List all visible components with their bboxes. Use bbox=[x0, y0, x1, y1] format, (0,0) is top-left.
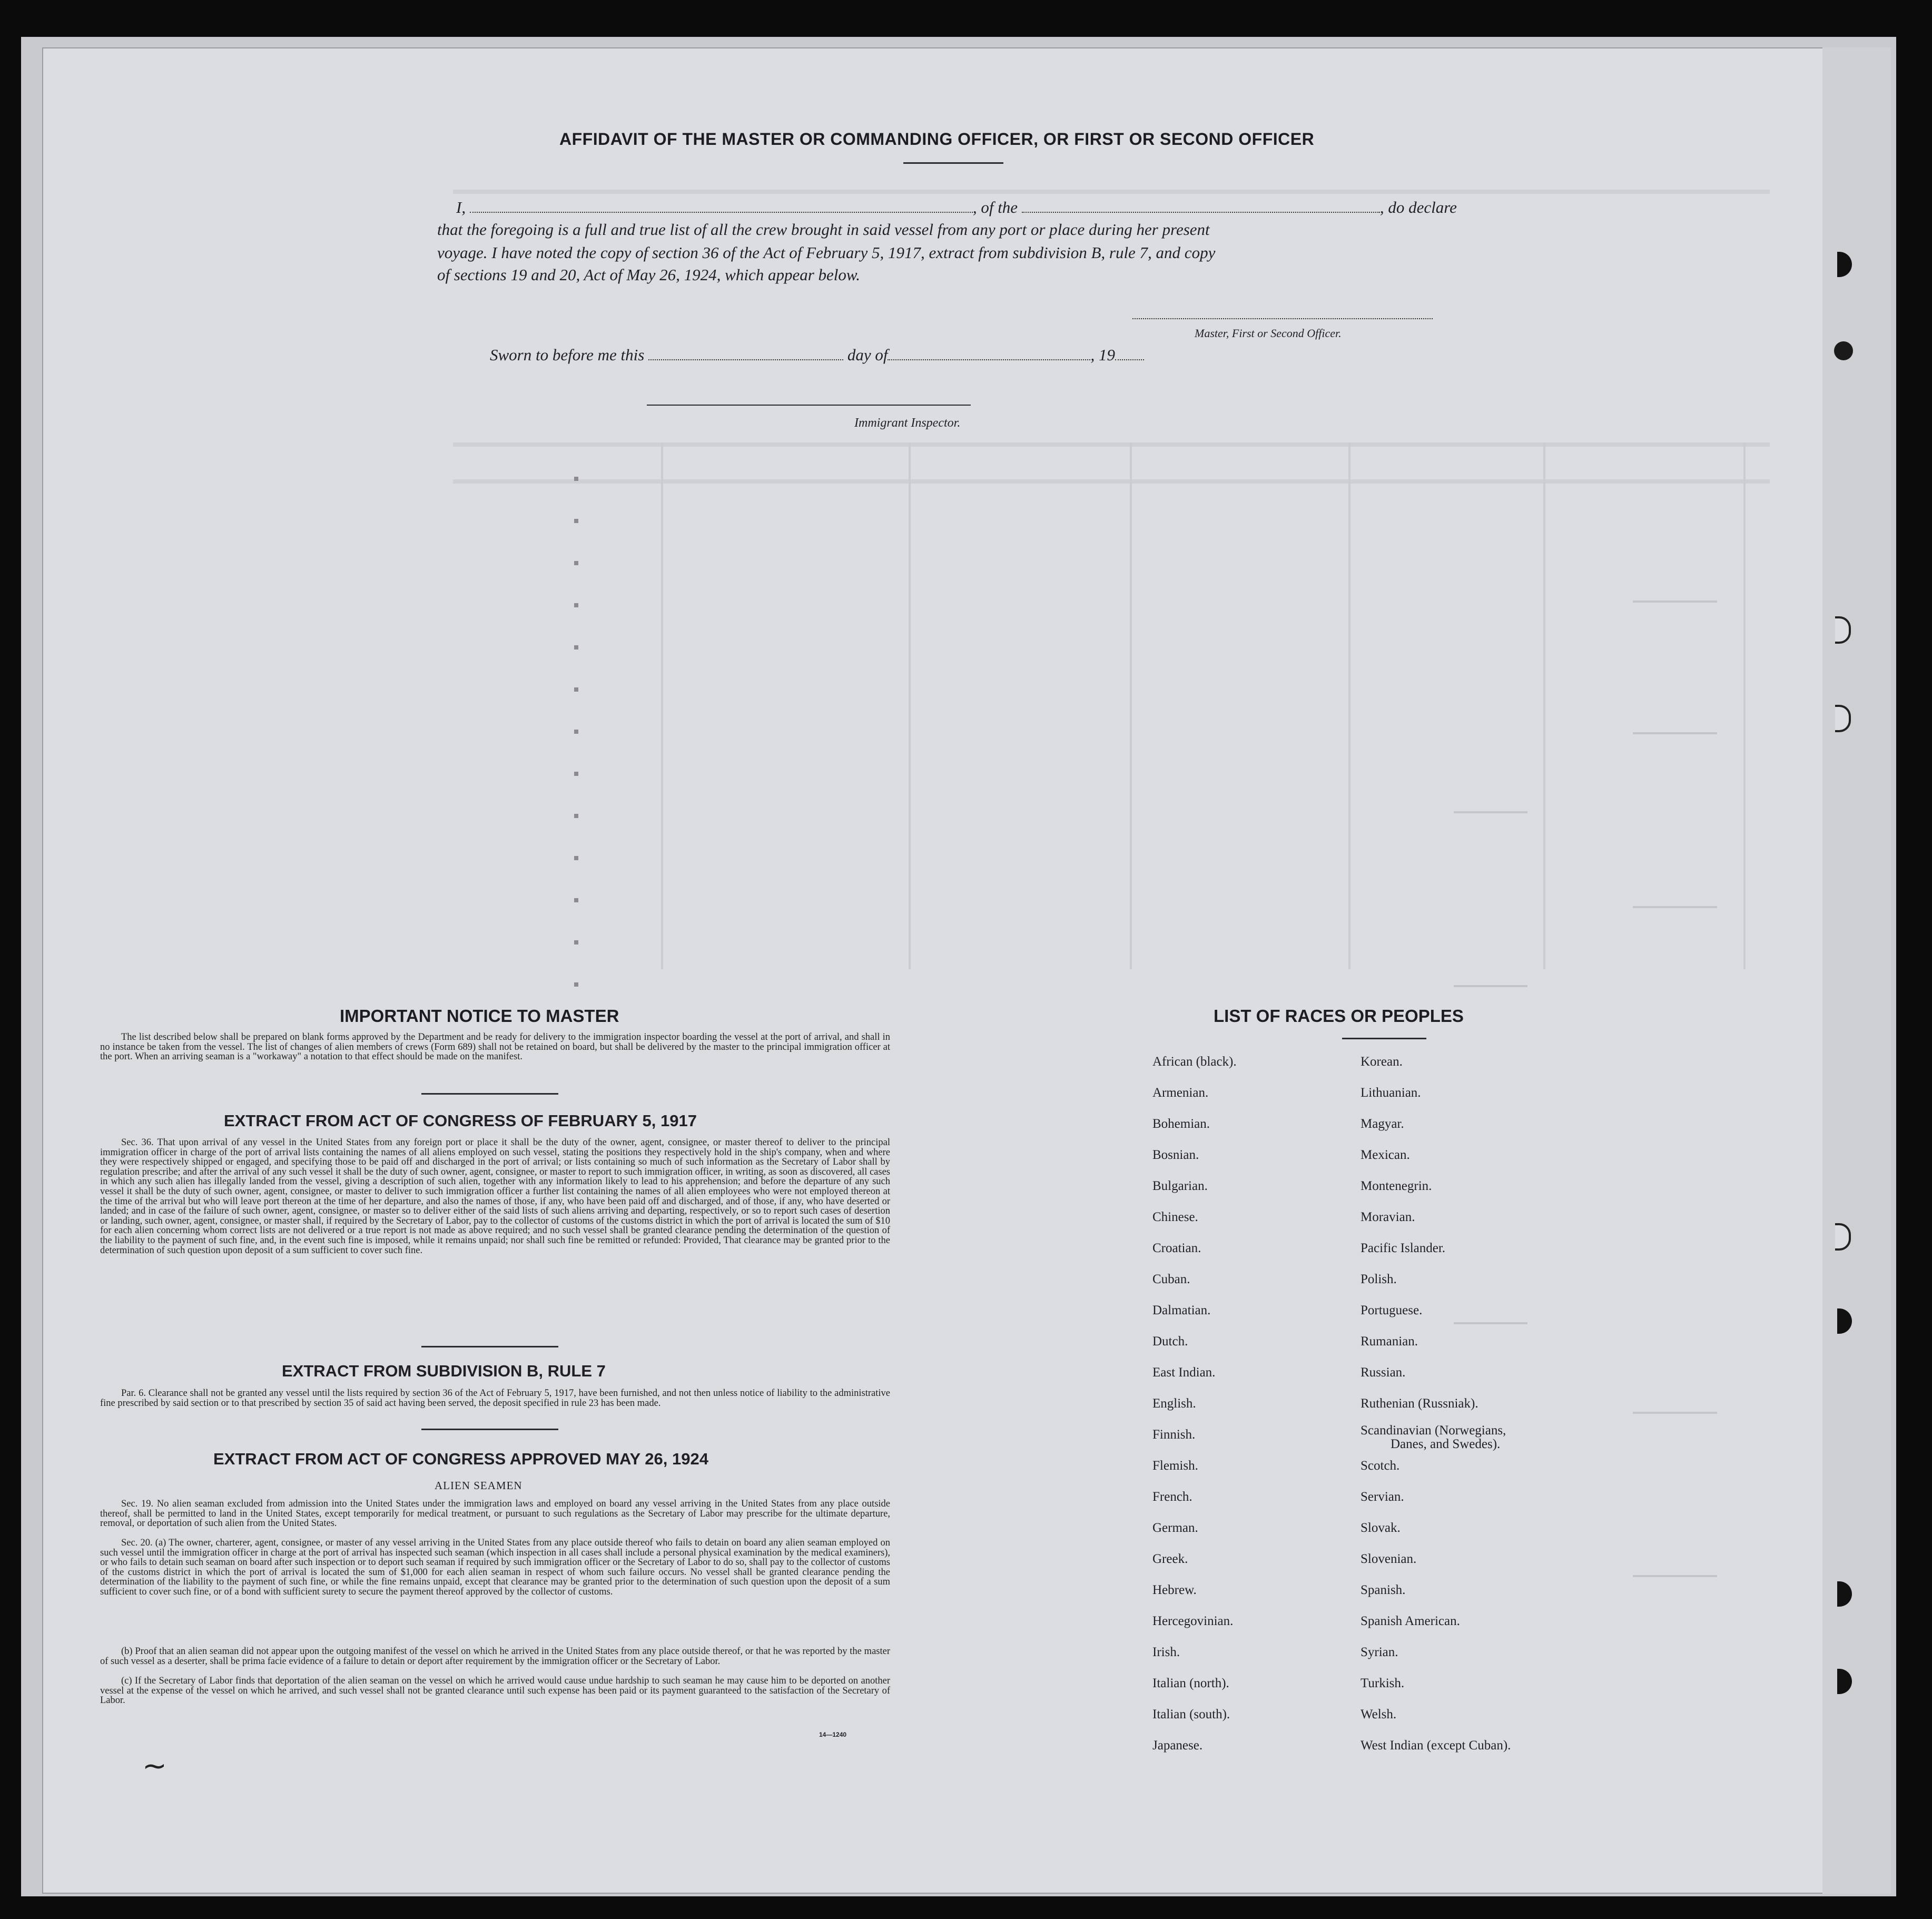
races-title: LIST OF RACES OR PEOPLES bbox=[1214, 1006, 1464, 1026]
race-item-continued: Danes, and Swedes). bbox=[1391, 1437, 1501, 1451]
race-item: Chinese. bbox=[1152, 1210, 1198, 1224]
sec20a-text: Sec. 20. (a) The owner, charterer, agent, consignee, or master of any vessel arriving in the United States from any place outside thereof who fails to detain on board any alien seaman employed on such vessel until the immigration officer in charge at the port of arrival has inspected such seaman (which inspection in all cases shall include a personal physical examination by the medical examiners), or who fails to detain such seaman on board after such inspection or to deport such seaman if required by such immigration officer or the Secretary of Labor to do so, shall pay to the collector of customs of the customs district in which the port of arrival is located the sum of $1,000 for each alien seaman in respect of whom such failure occurs. No vessel shall be granted clearance pending the determination of the liability to the payment of such fine, or while the fine remains unpaid, except that clearance may be granted prior to the determination of such question upon the deposit of a sum sufficient to cover such fine, or of a bond with sufficient surety to secure the payment thereof approved by the collector of customs. bbox=[100, 1538, 890, 1597]
race-item: Hercegovinian. bbox=[1152, 1614, 1234, 1628]
declarant-prefix: I, bbox=[456, 198, 466, 216]
race-item: Irish. bbox=[1152, 1645, 1180, 1659]
race-item: Lithuanian. bbox=[1361, 1086, 1421, 1100]
master-signature-caption: Master, First or Second Officer. bbox=[1195, 327, 1342, 340]
race-item: Dutch. bbox=[1152, 1334, 1188, 1349]
race-item: Armenian. bbox=[1152, 1086, 1209, 1100]
race-item: Bulgarian. bbox=[1152, 1179, 1208, 1193]
notice-body: The list described below shall be prepared on blank forms approved by the Department and be ready for delivery to the immigration inspector boarding the vessel at the port of arrival, and shall in no instance be taken from the vessel. The list of changes of alien members of crews (Form 689) shall not be retained on board, but shall be delivered by the master to the principal immigration officer at the port. When an arriving seaman is a "workaway" a notation to that effect should be made on the manifest. bbox=[100, 1032, 890, 1062]
race-item: East Indian. bbox=[1152, 1365, 1216, 1380]
race-item: Moravian. bbox=[1361, 1210, 1415, 1224]
race-item: Spanish American. bbox=[1361, 1614, 1460, 1628]
year-prefix: , 19 bbox=[1090, 346, 1115, 364]
sec20b-text: (b) Proof that an alien seaman did not appear upon the outgoing manifest of the vessel on which he arrived in the United States from any place outside thereof, or that he was reported by the master of such vessel as a deserter, shall be prima facie evidence of a failure to detain or deport after requirement by the immigration officer or the Secretary of Labor. bbox=[100, 1646, 890, 1667]
race-item: Greek. bbox=[1152, 1552, 1188, 1566]
page-edge bbox=[1822, 47, 1891, 1894]
do-declare-text: , do declare bbox=[1379, 198, 1457, 216]
race-item: Finnish. bbox=[1152, 1428, 1196, 1442]
race-item: Cuban. bbox=[1152, 1272, 1190, 1286]
inspector-caption: Immigrant Inspector. bbox=[854, 416, 961, 430]
form-page bbox=[42, 47, 1891, 1894]
affidavit-declaration-line bbox=[456, 198, 1457, 217]
race-item: Japanese. bbox=[1152, 1738, 1203, 1753]
sec19-text: Sec. 19. No alien seaman excluded from admission into the United States under the immigration laws and employed on board any vessel arriving in the United States from any place outside thereof, shall be permitted to land in the United States, except temporarily for medical treatment, or pursuant to such regulations as the Secretary of Labor may prescribe for the ultimate departure, removal, or deportation of such alien from the United States. bbox=[100, 1499, 890, 1529]
sworn-month-field[interactable] bbox=[888, 359, 1090, 360]
race-item: Polish. bbox=[1361, 1272, 1397, 1286]
race-item: Korean. bbox=[1361, 1055, 1403, 1069]
vessel-field[interactable] bbox=[1022, 212, 1380, 213]
sworn-prefix: Sworn to before me this bbox=[490, 346, 645, 364]
race-item: Scotch. bbox=[1361, 1459, 1400, 1473]
declarant-name-field[interactable] bbox=[470, 212, 973, 213]
race-item: Flemish. bbox=[1152, 1459, 1198, 1473]
race-item: Rumanian. bbox=[1361, 1334, 1418, 1349]
race-item: Magyar. bbox=[1361, 1117, 1404, 1131]
sworn-year-field[interactable] bbox=[1115, 359, 1144, 360]
extract-1917-body: Sec. 36. That upon arrival of any vessel in the United States from any foreign port or place it shall be the duty of the owner, agent, consignee, or master thereof to deliver to the principal immigration officer in charge of the port of arrival lists containing the names of all aliens employed on such vessel, stating the positions they respectively hold in the ship's company, when and where they were respectively shipped or engaged, and specifying those to be paid off and discharged in the port of arrival; or lists containing so much of such information as the Secretary of Labor shall by regulation prescribe; and after the arrival of any such vessel it shall be the duty of such owner, agent, consignee, or master to report to such immigration officer, in writing, as soon as discovered, all cases in which any such alien has illegally landed from the vessel, giving a description of such alien, together with any information likely to lead to his apprehension; and before the departure of any such vessel it shall be the duty of such owner, agent, consignee, or master to deliver to such immigration officer a further list containing the names of all alien employees who were not employed thereon at the time of the arrival but who will leave port thereon at the time of her departure, and also the names of those, if any, who have been paid off and discharged, and of those, if any, who have deserted or landed; and in case of the failure of such owner, agent, consignee, or master so to deliver either of the said lists of such aliens arriving and departing, respectively, or so to report such cases of desertion or landing, such owner, agent, consignee, or master shall, if required by the Secretary of Labor, pay to the collector of customs of the customs district in which the port of arrival is located the sum of $10 for each alien concerning whom correct lists are not delivered or a true report is not made as above required; and no such vessel shall be granted clearance pending the determination of the question of the liability to the payment of such fine, and, in the event such fine is imposed, while it remains unpaid; nor shall such fine be remitted or refunded: Provided, That clearance may be granted prior to the determination of such question upon deposit of a sum sufficient to cover such fine. bbox=[100, 1137, 890, 1256]
race-item: French. bbox=[1152, 1490, 1192, 1504]
punch-hole bbox=[1834, 341, 1853, 360]
race-item: Slovak. bbox=[1361, 1521, 1401, 1535]
race-item: Croatian. bbox=[1152, 1241, 1201, 1255]
sec20c-text: (c) If the Secretary of Labor finds that deportation of the alien seaman on the vessel on which he arrived would cause undue hardship to such seaman he may cause him to be deported on another vessel at the expense of the vessel on which he arrived, and such vessel shall not be granted clearance until such expense has been paid or its payment guaranteed to the satisfaction of the Secretary of Labor. bbox=[100, 1676, 890, 1706]
race-item: Servian. bbox=[1361, 1490, 1404, 1504]
race-item: West Indian (except Cuban). bbox=[1361, 1738, 1511, 1753]
race-item: African (black). bbox=[1152, 1055, 1237, 1069]
race-item: Syrian. bbox=[1361, 1645, 1398, 1659]
pencil-mark: ~ bbox=[142, 1749, 167, 1783]
rule7-title: EXTRACT FROM SUBDIVISION B, RULE 7 bbox=[282, 1362, 606, 1380]
sworn-line bbox=[490, 346, 1144, 365]
affidavit-title-rule bbox=[903, 162, 1003, 164]
race-item: German. bbox=[1152, 1521, 1198, 1535]
race-item: Montenegrin. bbox=[1361, 1179, 1432, 1193]
affidavit-line-4: of sections 19 and 20, Act of May 26, 1924, which appear below. bbox=[437, 265, 861, 284]
race-item: Welsh. bbox=[1361, 1707, 1397, 1721]
race-item: Russian. bbox=[1361, 1365, 1406, 1380]
affidavit-line-3: voyage. I have noted the copy of section 36 of the Act of February 5, 1917, extract from subdivision B, rule 7, and copy bbox=[437, 243, 1216, 262]
race-item: Turkish. bbox=[1361, 1676, 1405, 1690]
race-item: Ruthenian (Russniak). bbox=[1361, 1396, 1478, 1411]
of-the-text: , of the bbox=[972, 198, 1018, 216]
race-item: Italian (north). bbox=[1152, 1676, 1229, 1690]
race-item: Bosnian. bbox=[1152, 1148, 1199, 1162]
rule7-body: Par. 6. Clearance shall not be granted any vessel until the lists required by section 36 of the Act of February 5, 1917, have been furnished, and not then unless notice of liability to the administrative fine prescribed by said section or to that prescribed by section 35 of said act having been served, the deposit specified in rule 23 has been made. bbox=[100, 1388, 890, 1409]
inspector-signature-field[interactable] bbox=[647, 405, 971, 406]
sworn-day-field[interactable] bbox=[648, 359, 843, 360]
race-item: Slovenian. bbox=[1361, 1552, 1417, 1566]
race-item: Portuguese. bbox=[1361, 1303, 1423, 1317]
race-item: Pacific Islander. bbox=[1361, 1241, 1446, 1255]
rule7-rule bbox=[421, 1429, 558, 1430]
affidavit-title: AFFIDAVIT OF THE MASTER OR COMMANDING OFFICER, OR FIRST OR SECOND OFFICER bbox=[559, 130, 1315, 149]
notice-rule bbox=[421, 1093, 558, 1095]
race-item: English. bbox=[1152, 1396, 1196, 1411]
master-signature-field[interactable] bbox=[1132, 318, 1433, 319]
extract-1917-rule bbox=[421, 1346, 558, 1347]
form-number: 14—1240 bbox=[819, 1731, 847, 1738]
race-item: Spanish. bbox=[1361, 1583, 1406, 1597]
race-item: Italian (south). bbox=[1152, 1707, 1230, 1721]
extract-1924-title: EXTRACT FROM ACT OF CONGRESS APPROVED MAY 26, 1924 bbox=[213, 1450, 708, 1468]
affidavit-line-2: that the foregoing is a full and true list of all the crew brought in said vessel from any port or place during her present bbox=[437, 220, 1210, 239]
race-item: Bohemian. bbox=[1152, 1117, 1210, 1131]
race-item: Hebrew. bbox=[1152, 1583, 1197, 1597]
race-item: Scandinavian (Norwegians, bbox=[1361, 1423, 1506, 1438]
notice-title: IMPORTANT NOTICE TO MASTER bbox=[340, 1006, 619, 1026]
alien-seamen-subtitle: ALIEN SEAMEN bbox=[435, 1479, 523, 1492]
day-of-text: day of bbox=[847, 346, 888, 364]
race-item: Dalmatian. bbox=[1152, 1303, 1211, 1317]
races-title-rule bbox=[1342, 1038, 1426, 1039]
extract-1917-title: EXTRACT FROM ACT OF CONGRESS OF FEBRUARY 5, 1917 bbox=[224, 1111, 697, 1130]
race-item: Mexican. bbox=[1361, 1148, 1410, 1162]
